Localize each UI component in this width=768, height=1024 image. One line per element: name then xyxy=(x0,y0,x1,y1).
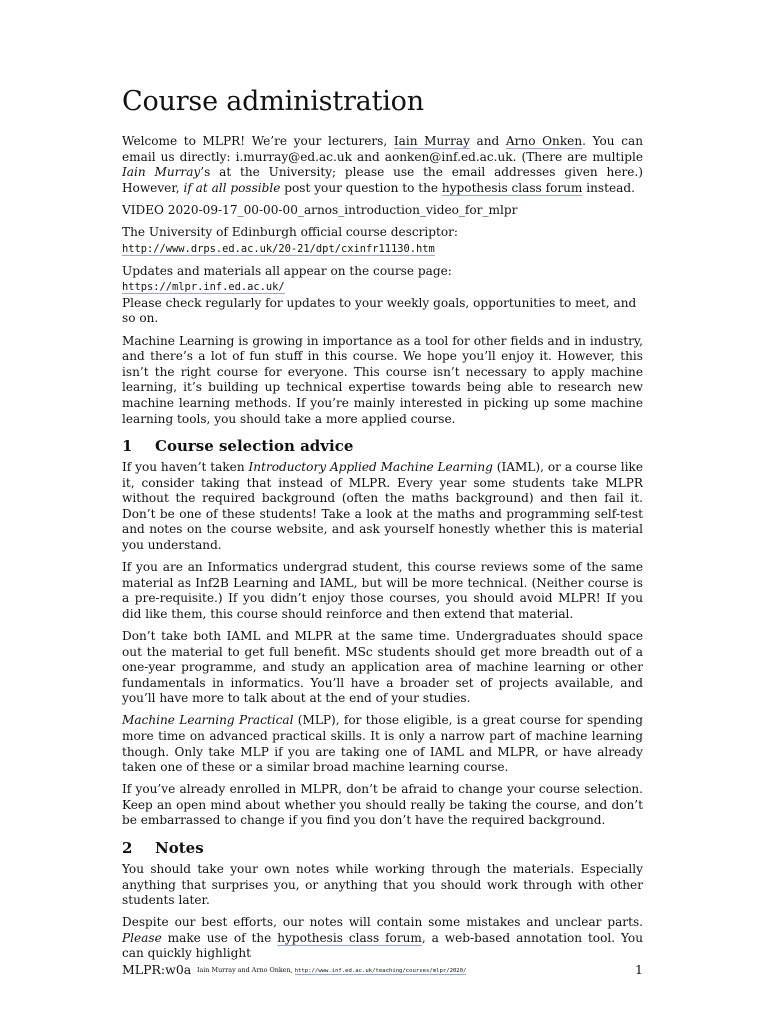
paragraph: If you’ve already enrolled in MLPR, don’t be afraid to change your course selection. Keep an open mind about whether you should really be taking the course, and don’t be embarrassed to change if you find you don’t have the required background. xyxy=(122,782,643,828)
paragraph xyxy=(122,460,643,554)
section-heading xyxy=(122,436,643,456)
text-span: Welcome to MLPR! We’re your lecturers, xyxy=(122,134,394,148)
section-notes xyxy=(122,838,643,969)
paragraph: Don’t take both IAML and MLPR at the same time. Undergraduates should space out the material to get full benefit. MSc students should get more breadth out of a one-year programme, and study an application area of machine learning or other fundamentals in informatics. You’ll have a broader set of projects available, and you’ll have more to talk about at the end of your studies. xyxy=(122,628,643,706)
paragraph xyxy=(122,915,643,962)
text-span: . You can email us directly: i.murray@ed.ac.uk and aonken@inf.ed.ac.uk. (There are multiple xyxy=(122,134,643,164)
descriptor-label: The University of Edinburgh official course descriptor: xyxy=(122,224,459,239)
section-number: 2 xyxy=(122,839,133,857)
updates-note: Please check regularly for updates to your weekly goals, opportunities to meet, and so on. xyxy=(122,295,637,326)
ml-paragraph: Machine Learning is growing in importance as a tool for other fields and in industry, and there’s a lot of fun stuff in this course. We hope you’ll enjoy it. However, this isn’t the right course for everyone. This course isn’t necessary to apply machine learning, it’s building up technical expertise towards being able to research new machine learning methods. If you’re mainly interested in picking up some machine learning tools, you should take a more applied course. xyxy=(122,333,643,426)
text-span: and xyxy=(469,134,506,148)
paragraph xyxy=(122,713,643,775)
emphasis-text: Iain Murray xyxy=(122,165,201,180)
text-span: post your question to the xyxy=(280,180,442,195)
emphasis-text: if at all possible xyxy=(183,180,281,195)
section-number: 1 xyxy=(122,437,133,455)
hypothesis-forum-link[interactable]: hypothesis class forum xyxy=(441,180,583,195)
page-number: 1 xyxy=(635,962,643,977)
lecturer-link-iain-murray[interactable]: Iain Murray xyxy=(393,134,470,148)
lecturer-link-arno-onken[interactable]: Arno Onken xyxy=(505,134,583,148)
paragraph: You should take your own notes while working through the materials. Especially anything that surprises you, or anything that you should work through with other students later. xyxy=(122,862,643,908)
section-heading xyxy=(122,838,643,858)
footer-course-url-link[interactable]: http://www.inf.ed.ac.uk/teaching/courses/mlpr/2020/ xyxy=(294,968,467,974)
emphasis-text: Please xyxy=(122,930,162,945)
intro-section xyxy=(122,134,643,434)
course-descriptor-link[interactable]: http://www.drps.ed.ac.uk/20-21/dpt/cxinfr11130.htm xyxy=(122,242,435,255)
updates-label: Updates and materials all appear on the course page: xyxy=(122,263,452,278)
section-title: Course selection advice xyxy=(155,437,354,455)
section-course-selection xyxy=(122,436,643,836)
section-title: Notes xyxy=(155,839,204,857)
text-span: (IAML), or a course like it, consider taking that instead of MLPR. Every year some students take MLPR without the required background (often the maths background) and then fail it. Don’t be one of these students! Take a look at the maths and programming self-test and notes on the course website, and ask yourself honestly whether this is material you understand. xyxy=(122,460,643,552)
descriptor-paragraph xyxy=(122,225,643,257)
text-span: instead. xyxy=(582,180,635,195)
text-span: ’s at the University; please use the email addresses given here.) However, xyxy=(122,165,643,195)
course-page-link[interactable]: https://mlpr.inf.ed.ac.uk/ xyxy=(122,281,285,294)
emphasis-text: Machine Learning Practical xyxy=(122,713,294,728)
video-reference: VIDEO 2020-09-17_00-00-00_arnos_introduction_video_for_mlpr xyxy=(122,202,518,217)
emphasis-text: Introductory Applied Machine Learning xyxy=(248,460,493,474)
updates-paragraph xyxy=(122,264,643,327)
welcome-paragraph xyxy=(122,134,643,196)
page-footer xyxy=(122,962,643,982)
page-title: Course administration xyxy=(122,86,424,117)
paragraph: If you are an Informatics undergrad student, this course reviews some of the same material as Inf2B Learning and IAML, but will be more technical. (Neither course is a pre-requisite.) If you didn’t enjoy those courses, you should avoid MLPR! If you did like them, this course should reinforce and then extend that material. xyxy=(122,560,643,621)
text-span: If you haven’t taken xyxy=(122,460,249,474)
text-span: make use of the xyxy=(161,930,278,945)
footer-course-code: MLPR:w0a xyxy=(122,962,192,977)
footer-authors: Iain Murray and Arno Onken, xyxy=(197,966,295,974)
text-span: Despite our best efforts, our notes will contain some mistakes and unclear parts. xyxy=(122,915,643,930)
text-span: , a web-based annotation tool. You can quickly highlight xyxy=(122,930,643,961)
text-span: (MLP), for those eligible, is a great course for spending more time on advanced practical skills. It is only a narrow part of machine learning though. Only take MLP if you are taking one of IAML and MLPR, or have already taken one of these or a similar broad machine learning course. xyxy=(122,713,643,775)
footer-credits xyxy=(197,966,466,974)
hypothesis-forum-link[interactable]: hypothesis class forum xyxy=(277,930,422,945)
